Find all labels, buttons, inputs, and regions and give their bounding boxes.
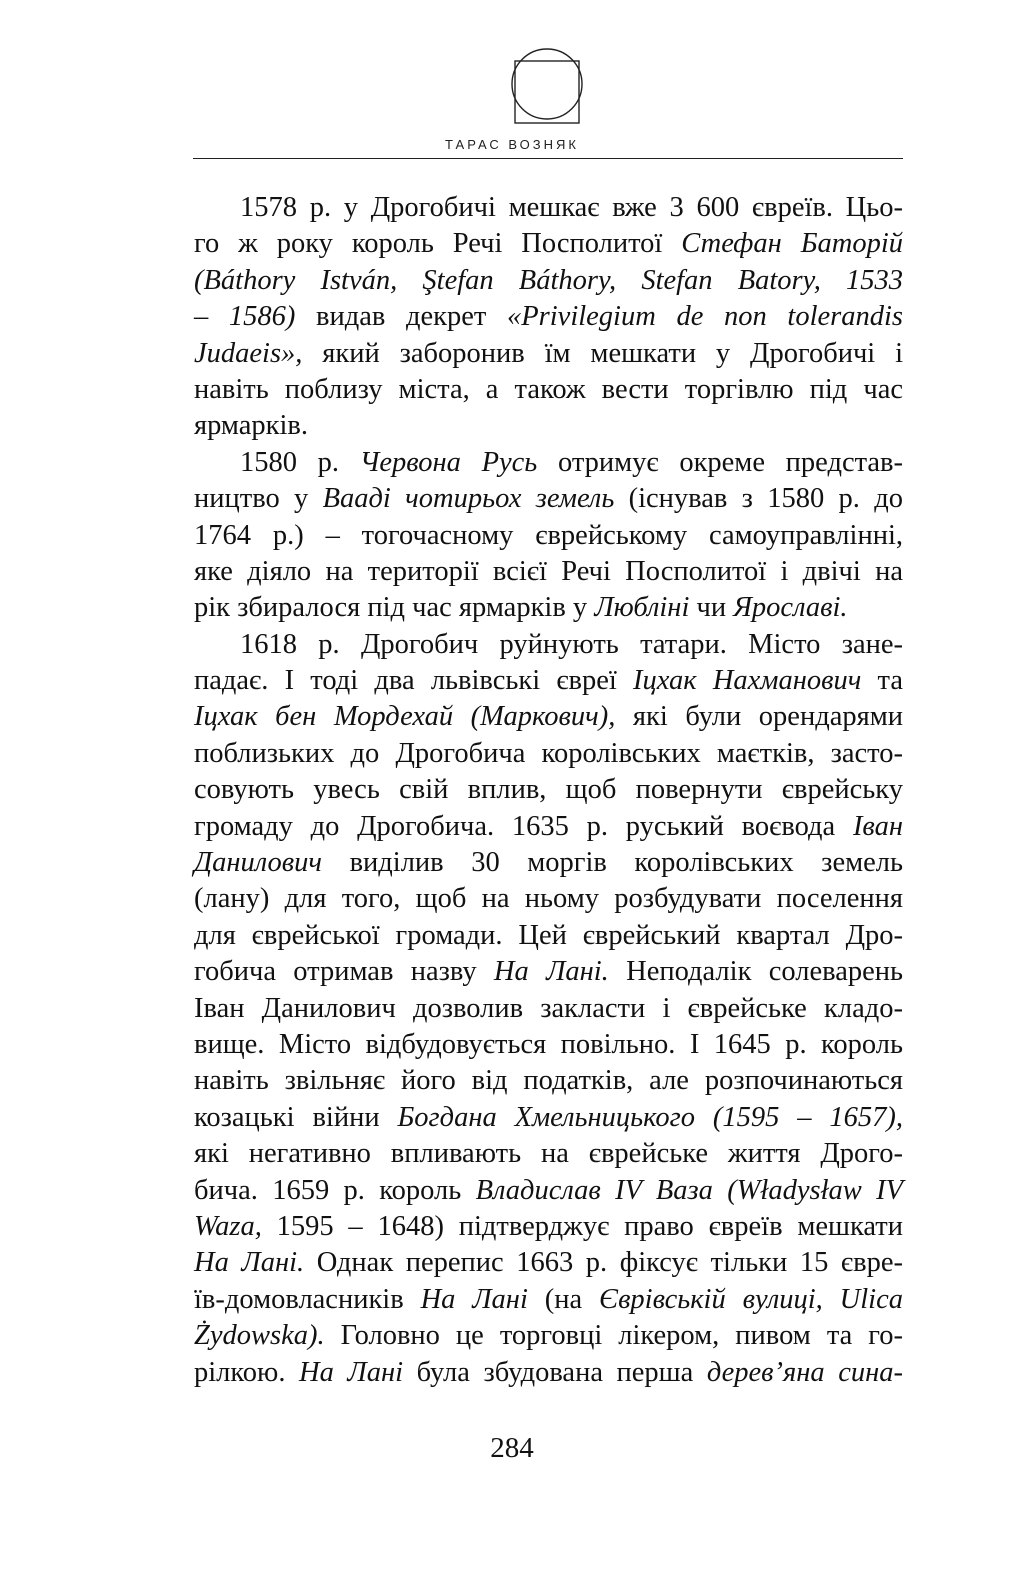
text-run: які негативно впливають на єврейське життя Дрого-	[194, 1138, 903, 1170]
text-run: Головно це торговці лікером, пивом та го-	[324, 1320, 903, 1352]
text-run: яке діяло на території всієї Речі Посполитої і двічі на	[194, 555, 903, 587]
text-line	[194, 190, 903, 226]
text-line	[194, 1355, 903, 1391]
text-run: навіть звільняє його від податків, але розпочинаються	[194, 1065, 903, 1097]
text-run: (існував з 1580 р. до	[614, 483, 903, 515]
italic-text: На Лані	[299, 1356, 404, 1388]
text-run: 1578 р. у Дрогобичі мешкає вже 3 600 євреїв. Цьо-	[240, 192, 903, 223]
italic-text: Żydowska).	[194, 1320, 325, 1352]
italic-text: Вааді чотирьох земель	[322, 483, 615, 515]
text-run: козацькі війни	[194, 1101, 398, 1133]
italic-text: Waza,	[194, 1210, 262, 1242]
header-rule	[193, 158, 903, 159]
italic-text: Іцхак бен Мордехай (Маркович),	[194, 701, 616, 733]
text-run: Однак перепис 1663 р. фіксує тільки 15 євре-	[304, 1247, 903, 1279]
text-run: громаду до Дрогобича. 1635 р. руський воєвода	[194, 810, 853, 842]
text-run: який заборонив їм мешкати у Дрогобичі і	[302, 337, 903, 369]
text-line	[194, 663, 903, 699]
text-run: виділив 30 моргів королівських земель	[322, 847, 903, 879]
text-line	[194, 554, 903, 590]
text-run: (лану) для того, щоб на ньому розбудувати поселення	[194, 883, 903, 915]
text-line	[194, 226, 903, 262]
text-run: які були орендарями	[615, 701, 903, 733]
italic-text: Єврівській вулиці, Ulica	[599, 1283, 903, 1315]
text-line	[194, 263, 903, 299]
italic-text: (Báthory István, Ştefan Báthory, Stefan Batory, 1533	[194, 264, 903, 296]
text-run: їв-домовласників	[194, 1283, 421, 1315]
page-number: 284	[490, 1432, 534, 1464]
text-run: була збудована перша	[403, 1356, 707, 1388]
text-line	[194, 1245, 903, 1281]
text-run: ярмарків.	[194, 410, 309, 442]
text-line	[194, 590, 903, 626]
text-run: 1595 – 1648) підтверджує право євреїв мешкати	[261, 1210, 903, 1242]
text-line	[194, 954, 903, 990]
body-text	[194, 190, 903, 1391]
text-line	[194, 1209, 903, 1245]
text-run: чи	[689, 592, 734, 624]
text-line	[194, 627, 903, 663]
text-line	[194, 699, 903, 735]
text-run: Неподалік солеварень	[608, 956, 904, 988]
italic-text: На Лані	[420, 1283, 528, 1315]
text-run: ництво у	[194, 483, 323, 515]
text-line	[194, 991, 903, 1027]
text-run: гобича отримав назву	[194, 956, 494, 988]
text-line	[194, 1318, 903, 1354]
text-run: го ж року король Речі Посполитої	[194, 228, 682, 260]
text-line	[194, 736, 903, 772]
text-run: вище. Місто відбудовується повільно. І 1645 р. король	[194, 1028, 903, 1060]
text-run: 1764 р.) – тогочасному єврейському самоуправлінні,	[194, 519, 903, 551]
text-line	[194, 1173, 903, 1209]
italic-text: – 1586)	[194, 301, 296, 333]
text-run: падає. І тоді два львівські євреї	[194, 665, 634, 697]
text-line	[194, 372, 903, 408]
italic-text: Богдана Хмельницького (1595 – 1657),	[397, 1101, 903, 1133]
text-run: совують увесь свій вплив, щоб повернути єврейську	[194, 774, 903, 806]
text-line	[194, 918, 903, 954]
text-line	[194, 845, 903, 881]
text-line	[194, 772, 903, 808]
text-line	[194, 408, 903, 444]
italic-text: Червона Русь	[359, 446, 538, 478]
text-run: 1580 р.	[240, 446, 360, 478]
text-line	[194, 1063, 903, 1099]
text-run: та	[861, 665, 904, 697]
text-line	[194, 1100, 903, 1136]
text-run: Іван Данилович дозволив закласти і єврейське кладо-	[194, 992, 903, 1024]
italic-text: Данилович	[194, 847, 323, 879]
text-line	[194, 336, 903, 372]
text-run: навіть поблизу міста, а також вести торгівлю під час	[194, 373, 903, 405]
text-line	[194, 481, 903, 517]
text-run: отримує окреме представ-	[537, 446, 903, 478]
italic-text: Іван	[852, 810, 903, 842]
italic-text: дерев’яна сина-	[706, 1356, 903, 1388]
text-run: 1618 р. Дрогобич руйнують татари. Місто зане-	[240, 628, 903, 660]
text-line	[194, 299, 903, 335]
text-line	[194, 809, 903, 845]
italic-text: Ярославі.	[733, 592, 848, 624]
text-run: бича. 1659 р. король	[194, 1174, 476, 1206]
text-line	[194, 881, 903, 917]
text-line	[194, 1027, 903, 1063]
text-run: рілкою.	[194, 1356, 300, 1388]
italic-text: Любліні	[594, 592, 690, 624]
text-line	[194, 1136, 903, 1172]
text-line	[194, 445, 903, 481]
running-header-author: ТАРАС ВОЗНЯК	[445, 137, 579, 152]
text-line	[194, 1282, 903, 1318]
emblem-circle-square-icon	[509, 44, 585, 124]
italic-text: «Privilegium de non tolerandis	[507, 301, 903, 333]
italic-text: Стефан Баторій	[681, 228, 904, 260]
text-run: (на	[527, 1283, 599, 1315]
text-run: для єврейської громади. Цей єврейський квартал Дро-	[194, 919, 903, 951]
italic-text: На Лані.	[194, 1247, 305, 1279]
italic-text: Judaeis»,	[194, 337, 303, 369]
italic-text: На Лані.	[493, 956, 609, 988]
italic-text: Владислав IV Ваза (Władysław IV	[475, 1174, 904, 1206]
text-line	[194, 518, 903, 554]
text-run: видав декрет	[295, 301, 507, 333]
text-run: поблизьких до Дрогобича королівських маєтків, засто-	[194, 737, 903, 769]
italic-text: Іцхак Нахманович	[633, 665, 862, 697]
text-run: рік збиралося під час ярмарків у	[194, 592, 595, 624]
